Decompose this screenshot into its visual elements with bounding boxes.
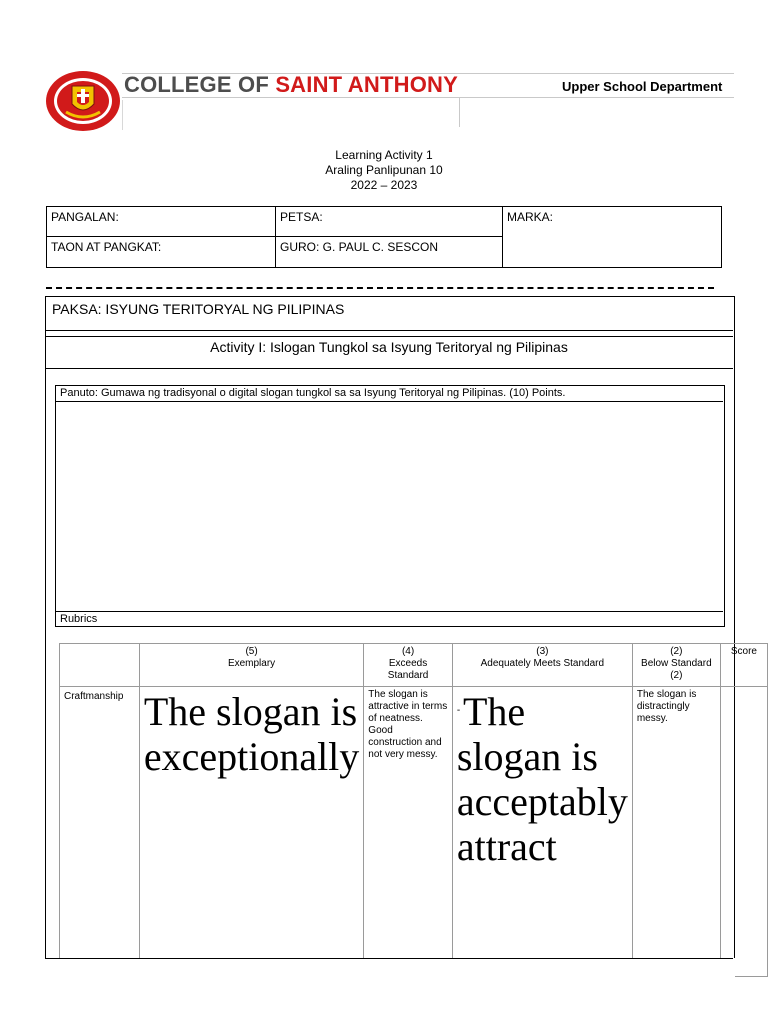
- adequate-cell: [452, 687, 632, 977]
- divider-line: [46, 287, 714, 289]
- header-label: Exceeds Standard: [387, 658, 429, 681]
- exemplary-cell: The slogan is exceptionally: [139, 687, 363, 977]
- adequate-text: The slogan is acceptably attract: [456, 689, 628, 869]
- student-info-table: [46, 206, 722, 268]
- header-score-num: (5): [245, 646, 258, 657]
- teacher-field: [276, 237, 503, 268]
- rubric-table: [59, 643, 768, 977]
- criterion-header-cell: [60, 644, 140, 687]
- date-label: PETSA:: [280, 210, 323, 224]
- topic-heading: PAKSA: ISYUNG TERITORYAL NG PILIPINAS: [52, 301, 345, 317]
- rubrics-label: Rubrics: [60, 613, 98, 625]
- rubric-header-row: [60, 644, 768, 687]
- header-score-num: (3): [536, 646, 549, 657]
- college-name-part1: COLLEGE OF: [124, 72, 276, 97]
- grade-label: MARKA:: [507, 210, 554, 224]
- adequate-prefix: -: [456, 705, 461, 716]
- college-name-part2: SAINT ANTHONY: [275, 72, 458, 97]
- exceeds-cell: The slogan is attractive in terms of neatness. Good construction and not very messy.: [364, 687, 453, 977]
- department-name: Upper School Department: [562, 79, 723, 94]
- criterion-cell: Craftmanship: [60, 687, 140, 977]
- school-year: 2022 – 2023: [350, 178, 418, 192]
- college-name: [124, 72, 458, 98]
- header-exceeds: [364, 644, 453, 687]
- activity-heading: Activity I: Islogan Tungkol sa Isyung Teritoryal ng Pilipinas: [210, 339, 568, 355]
- header-score: Score: [720, 644, 767, 687]
- grade-field[interactable]: [503, 207, 722, 268]
- page-bottom-mask: [45, 958, 735, 1028]
- activity-number: Learning Activity 1: [335, 148, 433, 162]
- year-section-label: TAON AT PANGKAT:: [51, 240, 162, 254]
- slogan-answer-box[interactable]: [55, 385, 725, 627]
- name-label: PANGALAN:: [51, 210, 119, 224]
- frame-bottom-border: [45, 958, 733, 959]
- header-label: Below Standard (2): [641, 658, 712, 681]
- teacher-label: GURO: G. PAUL C. SESCON: [280, 240, 439, 254]
- rubric-row-craftmanship: [60, 687, 768, 977]
- score-cell[interactable]: [720, 687, 767, 977]
- header-exemplary: [139, 644, 363, 687]
- college-seal-logo: [44, 70, 122, 132]
- below-cell: The slogan is distractingly messy.: [632, 687, 720, 977]
- header-score-num: (2): [670, 646, 683, 657]
- header-below: [632, 644, 720, 687]
- instructions-text: Panuto: Gumawa ng tradisyonal o digital slogan tungkol sa sa Isyung Teritoryal ng Pilipinas. (10) Points.: [60, 387, 566, 399]
- subject-name: Araling Panlipunan 10: [325, 163, 443, 177]
- header-label: Adequately Meets Standard: [480, 658, 605, 669]
- header-adequate: [452, 644, 632, 687]
- date-field[interactable]: [276, 207, 503, 237]
- year-section-field[interactable]: [47, 237, 276, 268]
- header-label: Exemplary: [227, 658, 276, 669]
- header-score-num: (4): [401, 646, 415, 657]
- name-field[interactable]: [47, 207, 276, 237]
